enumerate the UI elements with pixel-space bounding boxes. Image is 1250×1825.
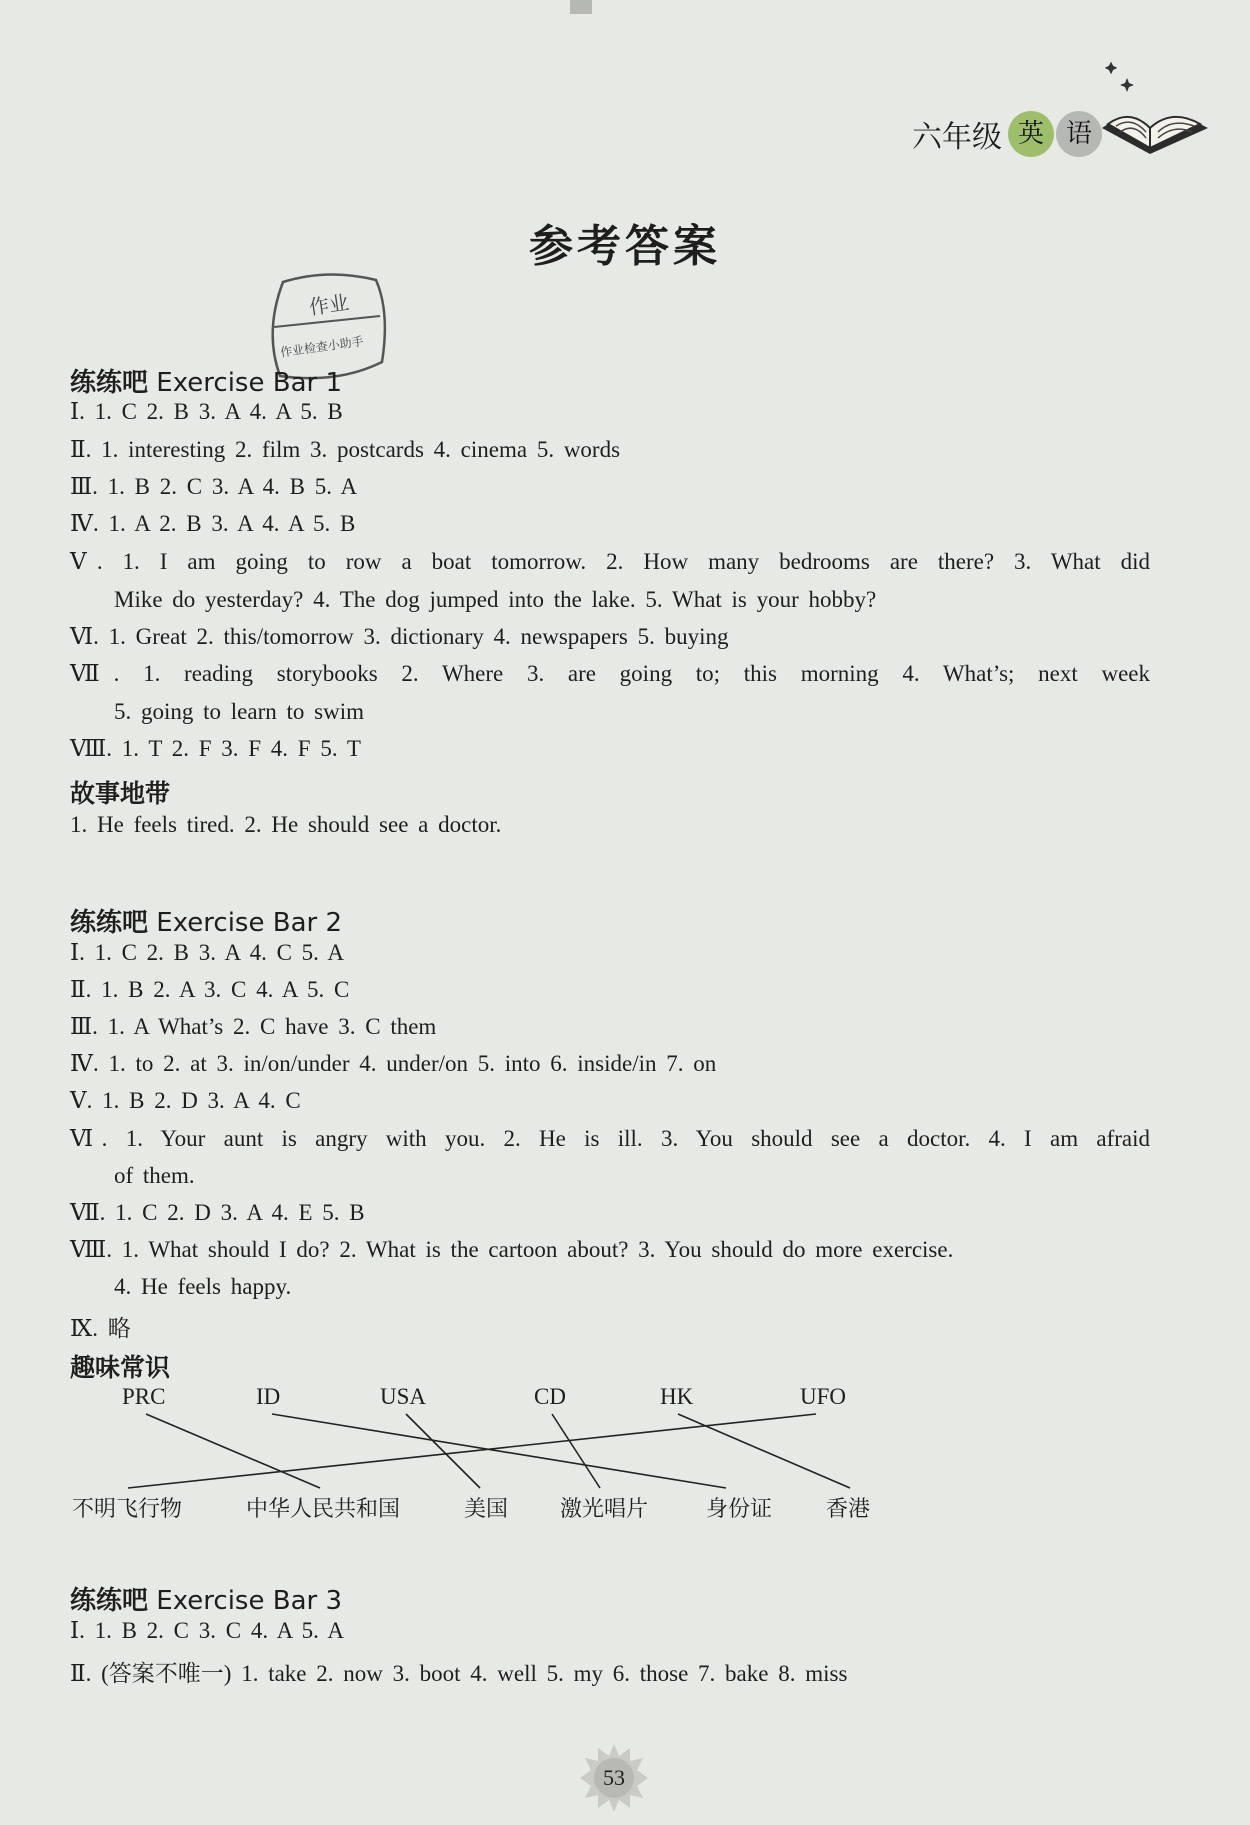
- match-bottom-5: 香港: [826, 1497, 871, 1522]
- section-heading-3: 练练吧 Exercise Bar 3: [70, 1586, 343, 1616]
- answer-line: Ⅵ. 1. Your aunt is angry with you. 2. He is ill. 3. You should see a doctor. 4. I am afraid: [70, 1126, 1150, 1151]
- answer-line: 4. He feels happy.: [114, 1274, 292, 1299]
- svg-text:作业检查小助手: 作业检查小助手: [279, 334, 365, 360]
- match-bottom-1: 中华人民共和国: [246, 1497, 401, 1522]
- answer-line: Ⅱ. (答案不唯一) 1. take 2. now 3. boot 4. well 5. my 6. those 7. bake 8. miss: [70, 1661, 848, 1686]
- open-book-icon: [1100, 58, 1210, 188]
- answer-line: Ⅰ. 1. B 2. C 3. C 4. A 5. A: [70, 1618, 345, 1643]
- sub-heading-story: 故事地带: [70, 779, 171, 808]
- page-number-badge: [578, 1742, 650, 1814]
- answer-line: Ⅴ. 1. B 2. D 3. A 4. C: [70, 1088, 301, 1113]
- answer-line: Ⅰ. 1. C 2. B 3. A 4. C 5. A: [70, 940, 345, 965]
- match-top-0: PRC: [122, 1384, 166, 1409]
- answer-line: Ⅱ. 1. B 2. A 3. C 4. A 5. C: [70, 977, 350, 1002]
- answer-line: Ⅶ. 1. C 2. D 3. A 4. E 5. B: [70, 1200, 365, 1225]
- page-number: 53: [603, 1765, 625, 1790]
- section-heading-2: 练练吧 Exercise Bar 2: [70, 908, 343, 938]
- grade-label: 六年级: [912, 120, 1002, 155]
- match-top-4: HK: [660, 1384, 694, 1409]
- binding-mark: [570, 0, 592, 14]
- match-bottom-4: 身份证: [706, 1497, 773, 1522]
- answer-line: 5. going to learn to swim: [114, 699, 364, 724]
- match-bottom-3: 激光唱片: [560, 1497, 649, 1522]
- sub-heading-trivia: 趣味常识: [70, 1353, 171, 1382]
- answer-line: of them.: [114, 1163, 195, 1188]
- match-top-3: CD: [534, 1384, 566, 1409]
- svg-text:作业: 作业: [307, 290, 351, 320]
- match-top-1: ID: [256, 1384, 281, 1409]
- page-title: 参考答案: [529, 221, 721, 272]
- answer-line: Mike do yesterday? 4. The dog jumped into the lake. 5. What is your hobby?: [114, 587, 877, 612]
- answer-line: Ⅱ. 1. interesting 2. film 3. postcards 4. cinema 5. words: [70, 437, 621, 462]
- section-heading-1: 练练吧 Exercise Bar 1: [70, 368, 343, 398]
- answer-line: Ⅸ. 略: [70, 1316, 131, 1341]
- answer-line: Ⅷ. 1. T 2. F 3. F 4. F 5. T: [70, 736, 361, 761]
- match-top-5: UFO: [800, 1384, 847, 1409]
- match-top-2: USA: [380, 1384, 427, 1409]
- answer-line: Ⅷ. 1. What should I do? 2. What is the cartoon about? 3. You should do more exercise.: [70, 1237, 954, 1262]
- answer-line: Ⅲ. 1. B 2. C 3. A 4. B 5. A: [70, 474, 358, 499]
- answer-line: Ⅲ. 1. A What’s 2. C have 3. C them: [70, 1014, 437, 1039]
- answer-line: 1. He feels tired. 2. He should see a doctor.: [70, 812, 502, 837]
- answer-line: Ⅳ. 1. to 2. at 3. in/on/under 4. under/on 5. into 6. inside/in 7. on: [70, 1051, 717, 1076]
- match-bottom-0: 不明飞行物: [72, 1497, 183, 1522]
- answer-line: Ⅰ. 1. C 2. B 3. A 4. A 5. B: [70, 399, 343, 424]
- match-bottom-2: 美国: [464, 1497, 509, 1522]
- subject-char-2: 语: [1056, 111, 1102, 157]
- answer-line: Ⅴ. 1. I am going to row a boat tomorrow. 2. How many bedrooms are there? 3. What did: [70, 549, 1150, 574]
- answer-line: Ⅶ. 1. reading storybooks 2. Where 3. are going to; this morning 4. What’s; next week: [70, 661, 1150, 686]
- answer-line: Ⅳ. 1. A 2. B 3. A 4. A 5. B: [70, 511, 356, 536]
- answer-line: Ⅵ. 1. Great 2. this/tomorrow 3. dictionary 4. newspapers 5. buying: [70, 624, 729, 649]
- subject-char-1: 英: [1008, 111, 1054, 157]
